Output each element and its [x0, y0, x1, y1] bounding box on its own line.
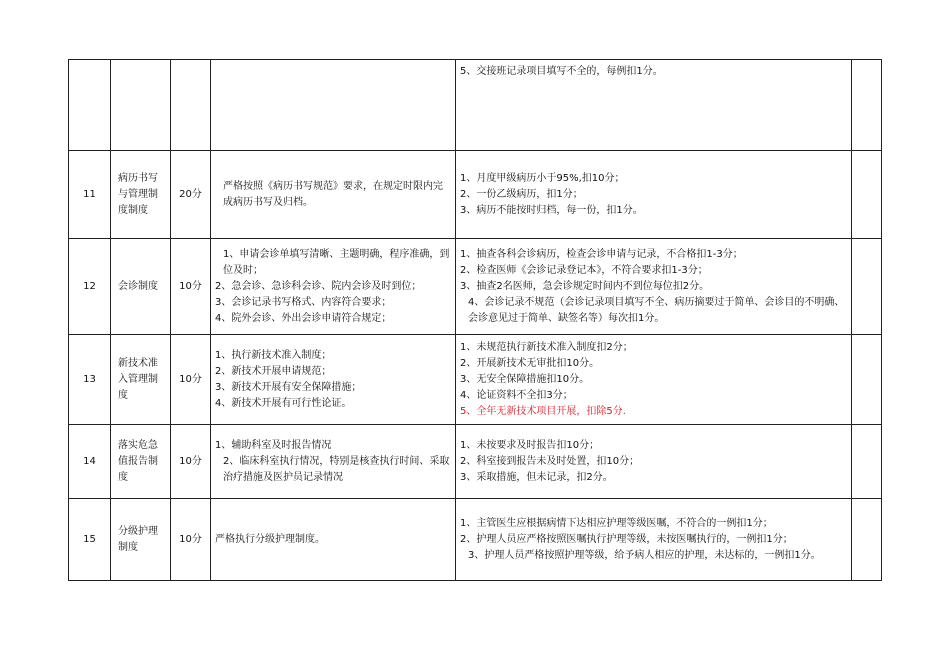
deduction-line: 1、抽查各科会诊病历，检查会诊申请与记录，不合格扣1-3分； [460, 248, 743, 260]
requirement-cell [211, 499, 456, 581]
deduction-line: 5、交接班记录项目填写不全的，每例扣1分。 [460, 66, 663, 77]
deduction-line: 1、月度甲级病历小于95%,扣10分； [460, 172, 625, 184]
blank-cell [852, 151, 882, 239]
requirement-line: 2、新技术开展申请规范； [215, 365, 332, 377]
table-row [69, 239, 882, 335]
item-name: 落实危急值报告制度 [111, 425, 171, 499]
requirement-cell [211, 425, 456, 499]
requirement-line: 4、院外会诊、外出会诊申请符合规定； [215, 312, 392, 324]
deduction-cell [456, 60, 852, 151]
deduction-cell [456, 499, 852, 581]
requirement-cell [211, 60, 456, 151]
item-score: 10分 [171, 335, 211, 425]
requirement-line: 3、新技术开展有安全保障措施； [215, 381, 362, 393]
deduction-line: 2、科室接到报告未及时处置，扣10分； [460, 455, 640, 467]
item-score [171, 60, 211, 151]
requirement-line: 严格按照《病历书写规范》要求，在规定时限内完成病历书写及归档。 [223, 180, 443, 208]
row-number: 15 [69, 499, 111, 581]
requirement-cell [211, 239, 456, 335]
row-number: 13 [69, 335, 111, 425]
item-name: 分级护理制度 [111, 499, 171, 581]
table-row [69, 425, 882, 499]
requirement-line: 2、临床科室执行情况，特别是核查执行时间、采取治疗措施及医护员记录情况 [223, 455, 450, 483]
deduction-line: 3、采取措施，但未记录，扣2分。 [460, 471, 613, 483]
deduction-line: 3、抽查2名医师，急会诊规定时间内不到位每位扣2分。 [460, 280, 710, 292]
row-number: 11 [69, 151, 111, 239]
requirement-cell [211, 151, 456, 239]
deduction-cell [456, 239, 852, 335]
deduction-line-highlight: 5、全年无新技术项目开展，扣除5分. [460, 405, 626, 417]
item-name: 会诊制度 [111, 239, 171, 335]
deduction-cell [456, 151, 852, 239]
blank-cell [852, 60, 882, 151]
deduction-line: 3、无安全保障措施扣10分。 [460, 373, 590, 385]
blank-cell [852, 425, 882, 499]
deduction-line: 1、未规范执行新技术准入制度扣2分； [460, 341, 633, 353]
requirement-line: 1、辅助科室及时报告情况 [215, 439, 332, 451]
deduction-line: 2、开展新技术无审批扣10分。 [460, 357, 600, 369]
deduction-line: 3、护理人员严格按照护理等级，给予病人相应的护理，未达标的，一例扣1分。 [468, 549, 821, 561]
deduction-line: 1、未按要求及时报告扣10分； [460, 439, 600, 451]
evaluation-table [68, 59, 882, 581]
deduction-line: 1、主管医生应根据病情下达相应护理等级医嘱，不符合的一例扣1分； [460, 517, 773, 529]
requirement-line: 1、申请会诊单填写清晰、主题明确，程序准确，到位及时； [223, 248, 450, 276]
deduction-line: 4、论证资料不全扣3分； [460, 389, 573, 401]
deduction-cell [456, 425, 852, 499]
blank-cell [852, 499, 882, 581]
deduction-line: 2、一份乙级病历，扣1分； [460, 188, 583, 200]
deduction-line: 3、病历不能按时归档，每一份，扣1分。 [460, 204, 643, 216]
deduction-line: 4、会诊记录不规范（会诊记录项目填写不全、病历摘要过于简单、会诊目的不明确、会诊意见过于简单、缺签名等）每次扣1分。 [468, 296, 845, 324]
requirement-line: 1、执行新技术准入制度； [215, 349, 332, 361]
requirement-line: 3、会诊记录书写格式、内容符合要求； [215, 296, 392, 308]
row-number [69, 60, 111, 151]
requirement-line: 2、急会诊、急诊科会诊、院内会诊及时到位； [215, 280, 422, 292]
row-number: 14 [69, 425, 111, 499]
item-score: 10分 [171, 425, 211, 499]
item-name: 新技术准入管理制度 [111, 335, 171, 425]
row-number: 12 [69, 239, 111, 335]
requirement-cell [211, 335, 456, 425]
blank-cell [852, 335, 882, 425]
table-row [69, 60, 882, 151]
item-score: 10分 [171, 239, 211, 335]
table-row [69, 499, 882, 581]
table-row [69, 335, 882, 425]
blank-cell [852, 239, 882, 335]
deduction-line: 2、护理人员应严格按照医嘱执行护理等级，未按医嘱执行的，一例扣1分； [460, 533, 793, 545]
requirement-line: 严格执行分级护理制度。 [215, 533, 325, 545]
item-name: 病历书写与管理制度制度 [111, 151, 171, 239]
table-row [69, 151, 882, 239]
item-score: 20分 [171, 151, 211, 239]
item-name [111, 60, 171, 151]
deduction-line: 2、检查医师《会诊记录登记本》，不符合要求扣1-3分； [460, 264, 708, 276]
requirement-line: 4、新技术开展有可行性论证。 [215, 397, 352, 409]
item-score: 10分 [171, 499, 211, 581]
deduction-cell [456, 335, 852, 425]
